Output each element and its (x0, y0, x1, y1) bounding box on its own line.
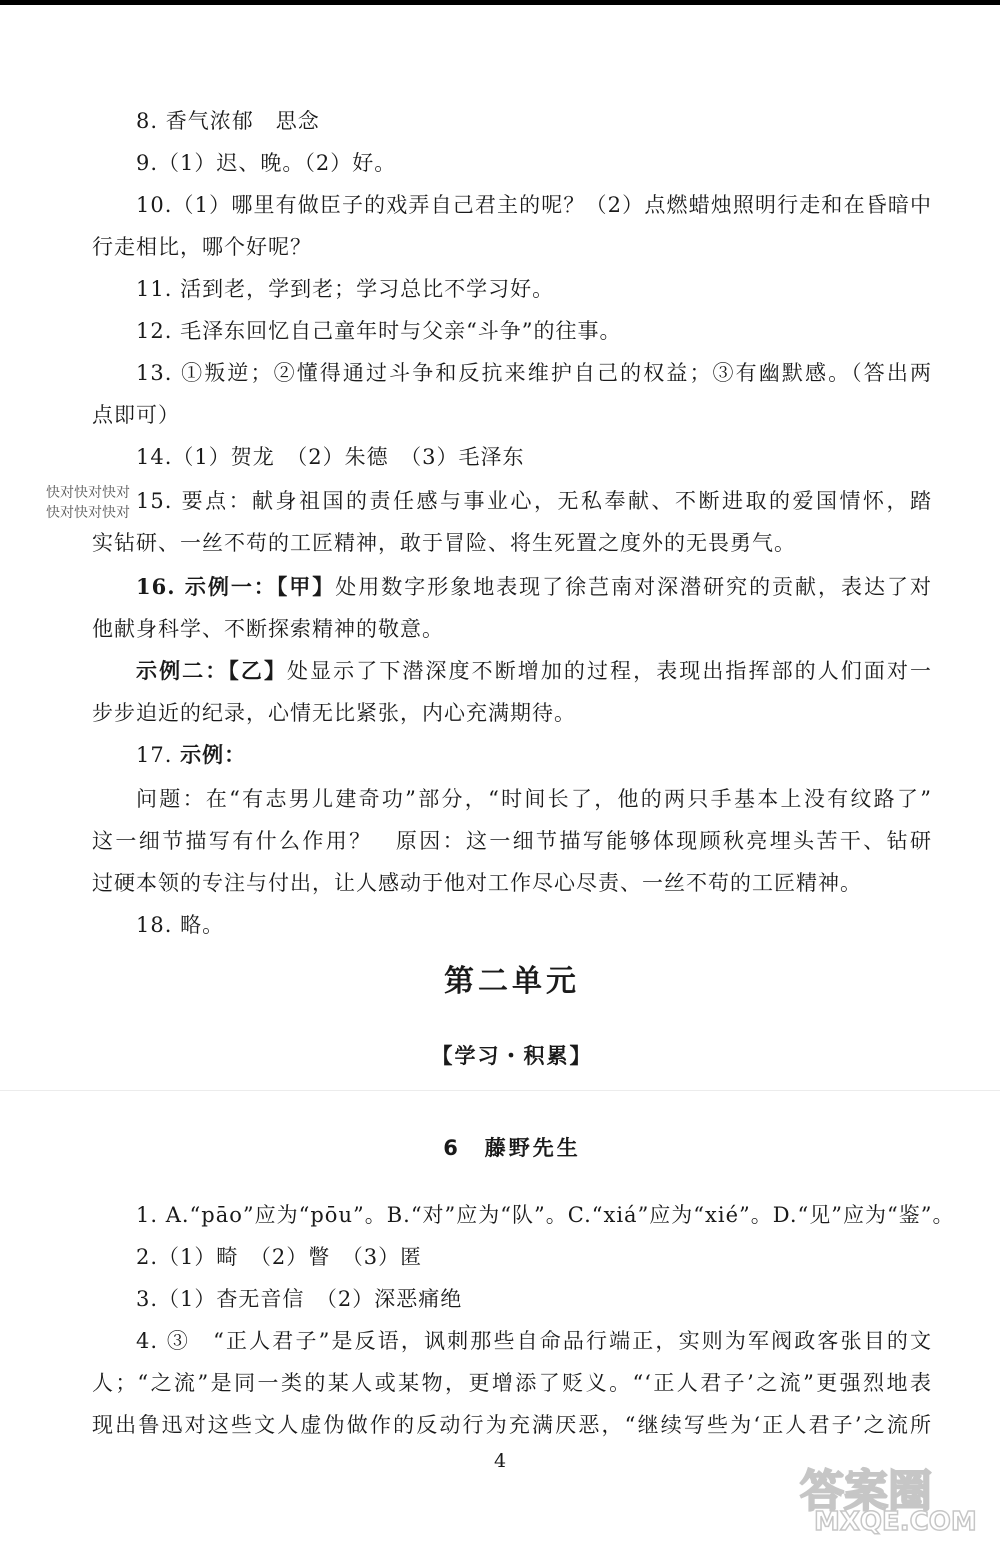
answer-10-line-2: 行走相比，哪个好呢？ (92, 235, 312, 259)
answer-17-line-1: 问题：在“有志男儿建奇功”部分，“时间长了，他的两只手基本上没有纹路了” (136, 787, 932, 811)
side-watermark-1: 快对快对快对 (46, 485, 130, 501)
side-watermark-2: 快对快对快对 (46, 505, 130, 521)
answer-16-text-2: 处显示了下潜深度不断增加的过程，表现出指挥部的人们面对一 (287, 659, 933, 683)
answer-8: 8. 香气浓郁 思念 (136, 109, 320, 133)
answer-16-line-4: 步步迫近的纪录，心情无比紧张，内心充满期待。 (92, 701, 576, 725)
answer-12: 12. 毛泽东回忆自己童年时与父亲“斗争”的往事。 (136, 319, 622, 343)
answer-18: 18. 略。 (136, 913, 225, 937)
answer-16-line-2: 他献身科学、不断探索精神的敬意。 (92, 617, 444, 641)
lesson-answer-4-line-1: 4. ③ “正人君子”是反语，讽刺那些自命品行端正，实则为军阀政客张目的文 (136, 1329, 932, 1353)
answer-16-line-1 (92, 572, 932, 602)
answer-14: 14.（1）贺龙 （2）朱德 （3）毛泽东 (136, 445, 525, 469)
answer-15-line-1: 15. 要点：献身祖国的责任感与事业心，无私奉献、不断进取的爱国情怀，踏 (136, 489, 932, 513)
answer-17-num: 17. (136, 743, 181, 767)
page-number: 4 (493, 1450, 507, 1472)
lesson-answer-1: 1. A.“pāo”应为“pōu”。B.“对”应为“队”。C.“xiá”应为“xié”。D.“见”应为“鉴”。 (136, 1203, 955, 1227)
answer-9: 9.（1）迟、晚。（2）好。 (136, 151, 397, 175)
answer-15-line-2: 实钻研、一丝不苟的工匠精神，敢于冒险、将生死置之度外的无畏勇气。 (92, 531, 796, 555)
answer-10-line-1: 10.（1）哪里有做臣子的戏弄自己君主的呢？（2）点燃蜡烛照明行走和在昏暗中 (136, 193, 932, 217)
lesson-answer-2: 2.（1）畸 （2）瞥 （3）匿 (136, 1245, 423, 1269)
lesson-answer-3: 3.（1）杳无音信 （2）深恶痛绝 (136, 1287, 463, 1311)
section-title: 【学习・积累】 (431, 1044, 593, 1068)
answer-16-label-1: 16. 示例一： (136, 574, 277, 599)
answer-13-line-2: 点即可） (92, 403, 180, 427)
answer-16-tag-2: 【乙】 (228, 658, 288, 683)
answer-17-head (92, 740, 932, 770)
answer-16-text-1: 处用数字形象地表现了徐芑南对深潜研究的贡献，表达了对 (335, 575, 932, 599)
watermark-logo-cn: 答案圈 (800, 1466, 932, 1517)
lesson-answer-4-line-3: 现出鲁迅对这些文人虚伪做作的反动行为充满厌恶，“继续写些为‘正人君子’之流所 (92, 1413, 932, 1437)
unit-title: 第二单元 (444, 964, 580, 999)
lesson-answer-4-line-2: 人；“之流”是同一类的某人或某物，更增添了贬义。“‘正人君子’之流”更强烈地表 (92, 1371, 932, 1395)
scan-line (0, 1090, 1000, 1091)
answer-16-line-3 (92, 656, 932, 686)
answer-11: 11. 活到老，学到老；学习总比不学习好。 (136, 277, 555, 301)
answer-17-label: 示例： (180, 742, 247, 767)
answer-16-tag-1: 【甲】 (276, 574, 336, 599)
answer-17-line-3: 过硬本领的专注与付出，让人感动于他对工作尽心尽责、一丝不苟的工匠精神。 (92, 871, 862, 895)
answer-13-line-1: 13. ①叛逆；②懂得通过斗争和反抗来维护自己的权益；③有幽默感。（答出两 (136, 361, 932, 385)
top-border (0, 0, 1000, 5)
watermark-logo (790, 1455, 990, 1543)
answer-16-label-2: 示例二： (136, 658, 229, 683)
lesson-title: 6 藤野先生 (443, 1136, 581, 1160)
answer-17-line-2: 这一细节描写有什么作用？ 原因：这一细节描写能够体现顾秋亮埋头苦干、钻研 (92, 829, 932, 853)
watermark-logo-en: MXQE.COM (814, 1507, 977, 1537)
